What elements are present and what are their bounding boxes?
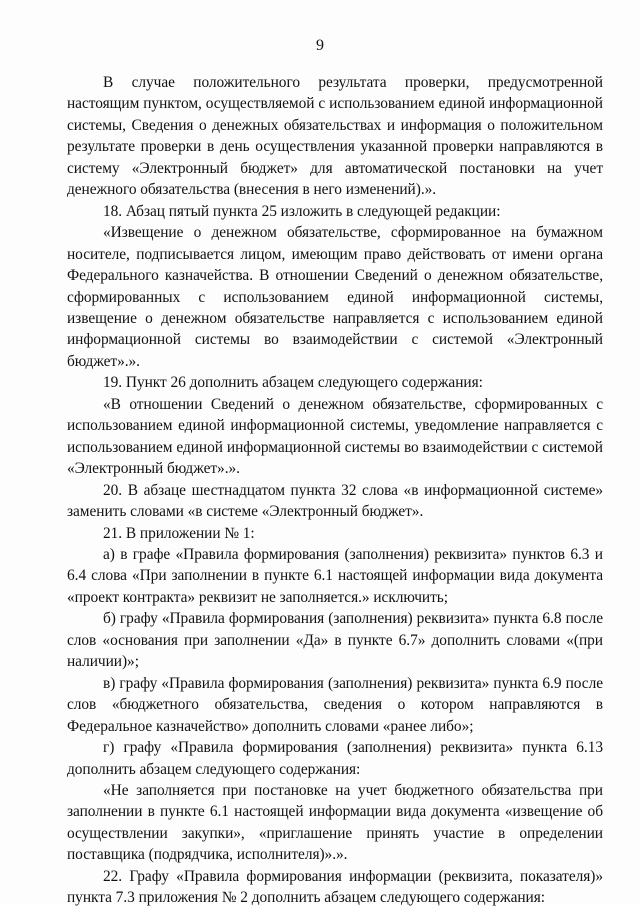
paragraph-10: в) графу «Правила формирования (заполнения) реквизита» пункта 6.9 после слов «бюджетного обязательства, сведения о котором направляются в Федеральное казначейство» дополнить словами «ранее либо»; xyxy=(67,674,603,735)
paragraph-13: 22. Графу «Правила формирования информации (реквизита, показателя)» пункта 7.3 приложения № 2 дополнить абзацем следующего содержания: xyxy=(67,867,603,907)
document-body xyxy=(67,72,603,909)
paragraph-5: «В отношении Сведений о денежном обязательстве, сформированных с использованием единой информационной системы, уведомление направляется с использованием единой информационной системы во взаимодействии с системой «Электронный бюджет».». xyxy=(67,395,603,478)
paragraph-6: 20. В абзаце шестнадцатом пункта 32 слова «в информационной системе» заменить словами «в системе «Электронный бюджет». xyxy=(67,481,603,521)
paragraph-1: В случае положительного результата проверки, предусмотренной настоящим пунктом, осуществляемой с использованием единой информационной системы, Сведения о денежных обязательствах и информация о положительном результате проверки в день осуществления указанной проверки направляются в систему «Электронный бюджет» для автоматической постановки на учет денежного обязательства (внесения в него изменений).». xyxy=(67,74,603,199)
paragraph-3: «Извещение о денежном обязательстве, сформированное на бумажном носителе, подписывается лицом, имеющим право действовать от имени органа Федерального казначейства. В отношении Сведений о денежном обязательстве, сформированных с использованием единой информационной системы, извещение о денежном обязательстве направляется с использованием единой информационной системы во взаимодействии с системой «Электронный бюджет».». xyxy=(67,224,603,370)
page-number: 9 xyxy=(316,37,324,54)
paragraph-4: 19. Пункт 26 дополнить абзацем следующего содержания: xyxy=(103,374,483,392)
paragraph-11: г) графу «Правила формирования (заполнения) реквизита» пункта 6.13 дополнить абзацем следующего содержания: xyxy=(67,739,603,778)
paragraph-2: 18. Абзац пятый пункта 25 изложить в следующей редакции: xyxy=(103,202,501,220)
paragraph-7: 21. В приложении № 1: xyxy=(103,524,255,542)
paragraph-12: «Не заполняется при постановке на учет бюджетного обязательства при заполнении в пункте 6.1 настоящей информации вида документа «извещение об осуществлении закупки», «приглашение принять участие в определении поставщика (подрядчика, исполнителя)».». xyxy=(67,781,603,864)
paragraph-9: б) графу «Правила формирования (заполнения) реквизита» пункта 6.8 после слов «основания при заполнении «Да» в пункте 6.7» дополнить словами «(при наличии)»; xyxy=(67,610,603,671)
paragraph-8: а) в графе «Правила формирования (заполнения) реквизита» пунктов 6.3 и 6.4 слова «При заполнении в пункте 6.1 настоящей информации вида документа «проект контракта» реквизит не заполняется.» исключить; xyxy=(67,545,603,606)
